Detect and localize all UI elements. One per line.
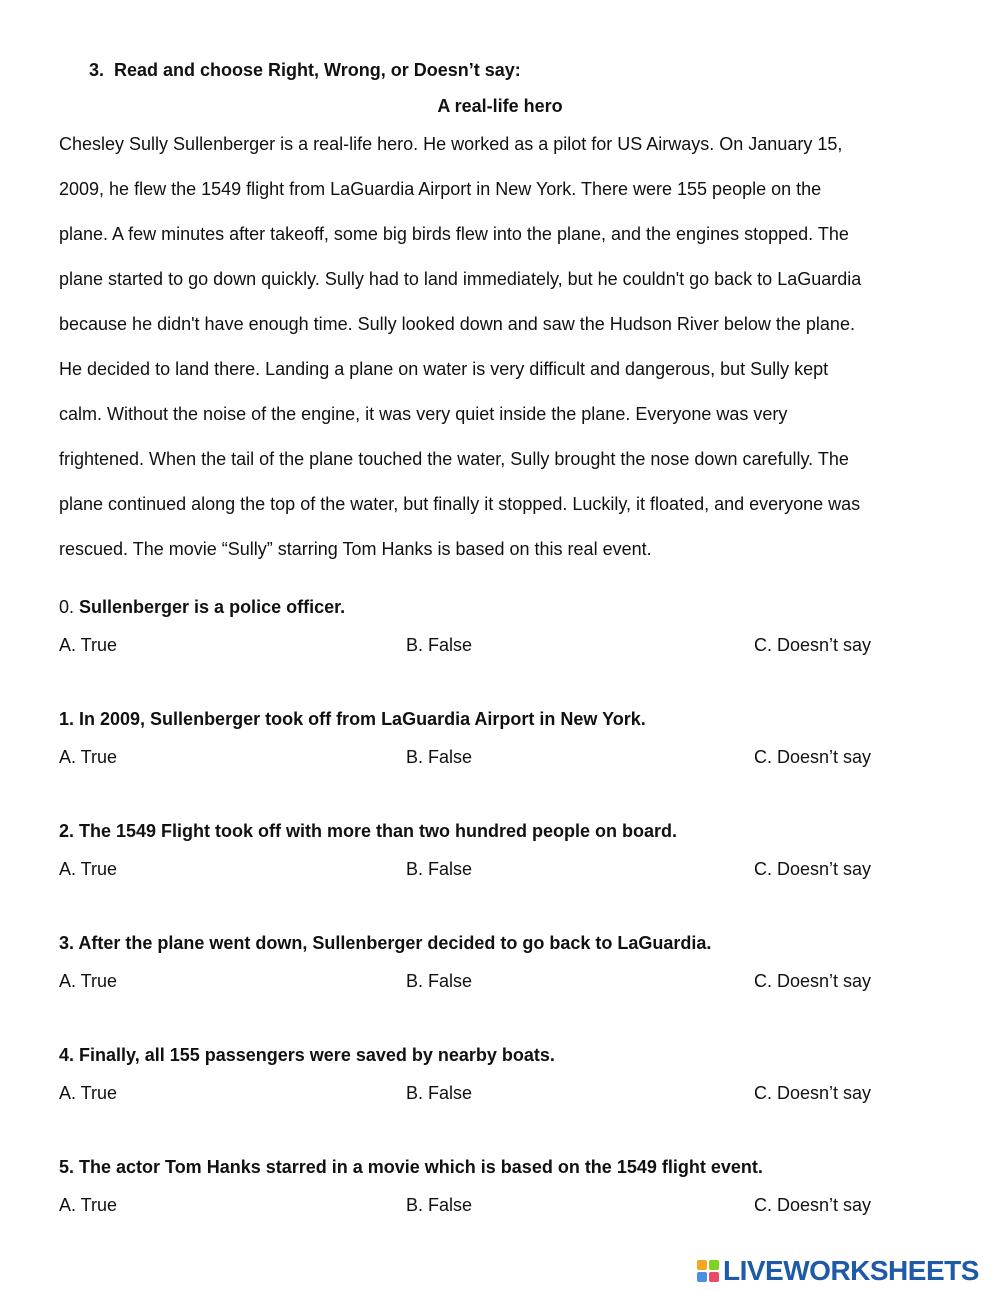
option-a[interactable]: A. True [59, 1195, 118, 1215]
passage-line: plane started to go down quickly. Sully had to land immediately, but he couldn't go back to LaGuardia [59, 269, 862, 289]
question-2 [59, 819, 959, 931]
option-b[interactable]: B. False [406, 635, 473, 655]
passage-line: rescued. The movie “Sully” starring Tom Hanks is based on this real event. [59, 539, 652, 559]
passage-line: plane. A few minutes after takeoff, some big birds flew into the plane, and the engines stopped. The [59, 224, 849, 244]
question-text: Sullenberger is a police officer. [79, 597, 346, 617]
passage-line: frightened. When the tail of the plane touched the water, Sully brought the nose down carefully. The [59, 449, 849, 469]
question-stem [59, 1155, 763, 1179]
passage-line: 2009, he flew the 1549 flight from LaGuardia Airport in New York. There were 155 people on the [59, 179, 822, 199]
option-b[interactable]: B. False [406, 1083, 473, 1103]
option-c[interactable]: C. Doesn’t say [754, 971, 872, 991]
logo-square [697, 1272, 707, 1282]
question-stem [59, 1043, 555, 1067]
passage-line: Chesley Sully Sullenberger is a real-life hero. He worked as a pilot for US Airways. On January 15, [59, 134, 843, 154]
question-0 [59, 595, 959, 707]
question-stem [59, 595, 345, 619]
option-a[interactable]: A. True [59, 971, 118, 991]
question-1 [59, 707, 959, 819]
question-text: 5. The actor Tom Hanks starred in a movie which is based on the 1549 flight event. [59, 1157, 763, 1177]
question-5 [59, 1155, 959, 1267]
liveworksheets-logo-icon [697, 1260, 719, 1282]
answer-options [59, 969, 959, 993]
option-b[interactable]: B. False [406, 971, 473, 991]
question-list [59, 595, 959, 1267]
passage-line: because he didn't have enough time. Sully looked down and saw the Hudson River below the plane. [59, 314, 855, 334]
option-a[interactable]: A. True [59, 635, 118, 655]
option-c[interactable]: C. Doesn’t say [754, 635, 872, 655]
answer-options [59, 857, 959, 881]
option-c[interactable]: C. Doesn’t say [754, 1083, 872, 1103]
question-text: 2. The 1549 Flight took off with more than two hundred people on board. [59, 821, 678, 841]
answer-options [59, 1193, 959, 1217]
answer-options [59, 745, 959, 769]
option-c[interactable]: C. Doesn’t say [754, 859, 872, 879]
option-b[interactable]: B. False [406, 747, 473, 767]
question-3 [59, 931, 959, 1043]
option-c[interactable]: C. Doesn’t say [754, 747, 872, 767]
answer-options [59, 633, 959, 657]
logo-square [709, 1272, 719, 1282]
question-stem [59, 819, 677, 843]
logo-square [697, 1260, 707, 1270]
instruction-heading [89, 60, 521, 81]
question-stem [59, 707, 646, 731]
passage-line: calm. Without the noise of the engine, it was very quiet inside the plane. Everyone was very [59, 404, 788, 424]
passage-line: plane continued along the top of the water, but finally it stopped. Luckily, it floated, and everyone was [59, 494, 861, 514]
option-a[interactable]: A. True [59, 747, 118, 767]
option-b[interactable]: B. False [406, 859, 473, 879]
question-text: 3. After the plane went down, Sullenberger decided to go back to LaGuardia. [59, 933, 712, 953]
passage-line: He decided to land there. Landing a plane on water is very difficult and dangerous, but Sully kept [59, 359, 829, 379]
question-prefix: 0. [59, 597, 80, 617]
passage-title: A real-life hero [437, 96, 563, 116]
question-4 [59, 1043, 959, 1155]
question-stem [59, 931, 711, 955]
answer-options [59, 1081, 959, 1105]
option-a[interactable]: A. True [59, 1083, 118, 1103]
brand-wordmark: LIVEWORKSHEETS [723, 1255, 979, 1286]
question-text: 1. In 2009, Sullenberger took off from LaGuardia Airport in New York. [59, 709, 646, 729]
option-a[interactable]: A. True [59, 859, 118, 879]
question-text: 4. Finally, all 155 passengers were saved by nearby boats. [59, 1045, 555, 1065]
reading-passage [59, 131, 959, 581]
instruction-number: 3. [89, 60, 105, 80]
option-c[interactable]: C. Doesn’t say [754, 1195, 872, 1215]
liveworksheets-brand [697, 1256, 979, 1286]
logo-square [709, 1260, 719, 1270]
option-b[interactable]: B. False [406, 1195, 473, 1215]
instruction-text: Read and choose Right, Wrong, or Doesn’t say: [114, 60, 521, 80]
